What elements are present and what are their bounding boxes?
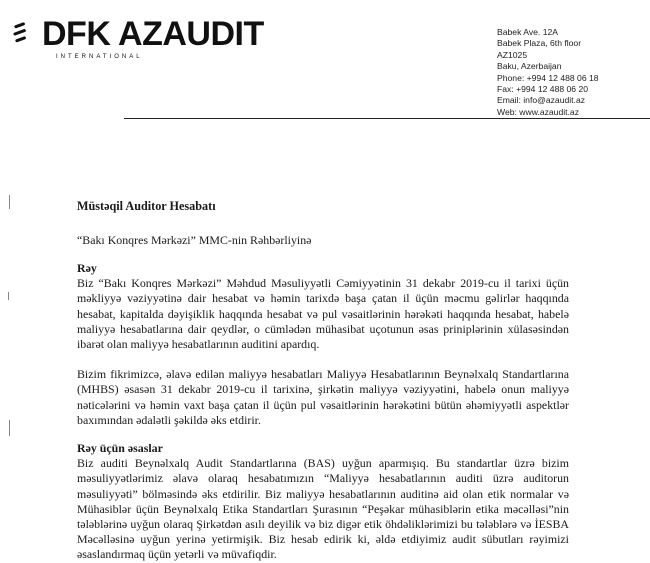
contact-line: Email: info@azaudit.az — [497, 95, 586, 106]
contact-line: Web: www.azaudit.az — [497, 106, 579, 117]
section-heading-opinion: Rəy — [77, 261, 97, 275]
report-addressee: “Bakı Konqres Mərkəzi” MMC-nin Rəhbərliyinə — [77, 233, 312, 247]
contact-line: Fax: +994 12 488 06 20 — [497, 84, 589, 95]
logo-subtext: INTERNATIONAL — [56, 54, 143, 60]
scan-margin-mark — [9, 195, 10, 209]
opinion-paragraph-1: Biz “Bakı Konqres Mərkəzi” Məhdud Məsuliyyətli Cəmiyyətinin 31 dekabr 2019-cu il tarixi üçün məkliyyə vəziyyətinə dair hesabat və həmin tarixdə başa çatan il üçün məcmu gəlirlər haqqında hesabat, kapitalda dəyişiklik haqqında hesabat və pul vəsaitlərinin hərəkəti haqqında hesabat, habelə maliyyə hesabatlarına dair qeydlər, o cümlədən mühasibat uçotunun əsas priniplərinin xülasəsindən ibarət olan maliyyə hesabatlarının auditini apardıq. — [77, 276, 569, 352]
contact-block — [497, 27, 647, 118]
report-body — [77, 199, 569, 562]
report-title: Müstəqil Auditor Hesabatı — [77, 199, 216, 213]
contact-line: Baku, Azerbaijan — [497, 61, 562, 72]
scan-margin-mark — [9, 420, 10, 436]
opinion-paragraph-2: Bizim fikrimizcə, əlavə edilən maliyyə hesabatları Maliyyə Hesabatlarının Beynəlxalq Standartlarına (MHBS) əsasən 31 dekabr 2019-cu il tarixinə, şirkətin maliyyə vəziyyətini, habelə onun maliyyə nəticələrini və həmin vaxt başa çatan il üçün pul vəsaitlərinin hərəkətini bütün əhəmiyyətli aspektlər baxımından ədalətli şəkildə əks etdirir. — [77, 367, 569, 427]
company-logo — [12, 15, 312, 64]
contact-line: Phone: +994 12 488 06 18 — [497, 72, 599, 83]
contact-line: Babek Plaza, 6th floor — [497, 38, 582, 49]
header-divider — [124, 118, 650, 119]
section-heading-basis: Rəy üçün əsaslar — [77, 441, 163, 456]
contact-line: AZ1025 — [497, 49, 528, 60]
contact-line: Babek Ave. 12A — [497, 27, 558, 37]
logo-text: DFK AZAUDIT — [42, 15, 264, 53]
logo-mark-icon — [12, 18, 42, 48]
basis-paragraph-1: Biz auditi Beynəlxalq Audit Standartlarına (BAS) uyğun aparmışıq. Bu standartlar üzrə bizim məsuliyyətlərimiz əlavə olaraq hesabatımızın “Maliyyə hesabatlarının auditi üzrə auditorun məsuliyyəti” bölməsində əks etdirilir. Biz maliyyə hesabatlarının auditinə aid olan etik normalar və Mühasiblər üçün Beynəlxalq Etika Standartları Şurasının “Peşəkar mühasiblərin etika məcəlləsi”nin tələblərinə uyğun olaraq Şirkətdən asılı deyilik və biz digər etik öhdəliklərimizi bu tələblərə və İESBA Məcəlləsinə uyğun yerinə yetirmişik. Biz hesab edirik ki, əldə etdiyimiz audit sübutları rəyimizi əsaslandırmaq üçün yetərli və müvafiqdir. — [77, 456, 569, 562]
scan-margin-mark — [8, 292, 9, 300]
